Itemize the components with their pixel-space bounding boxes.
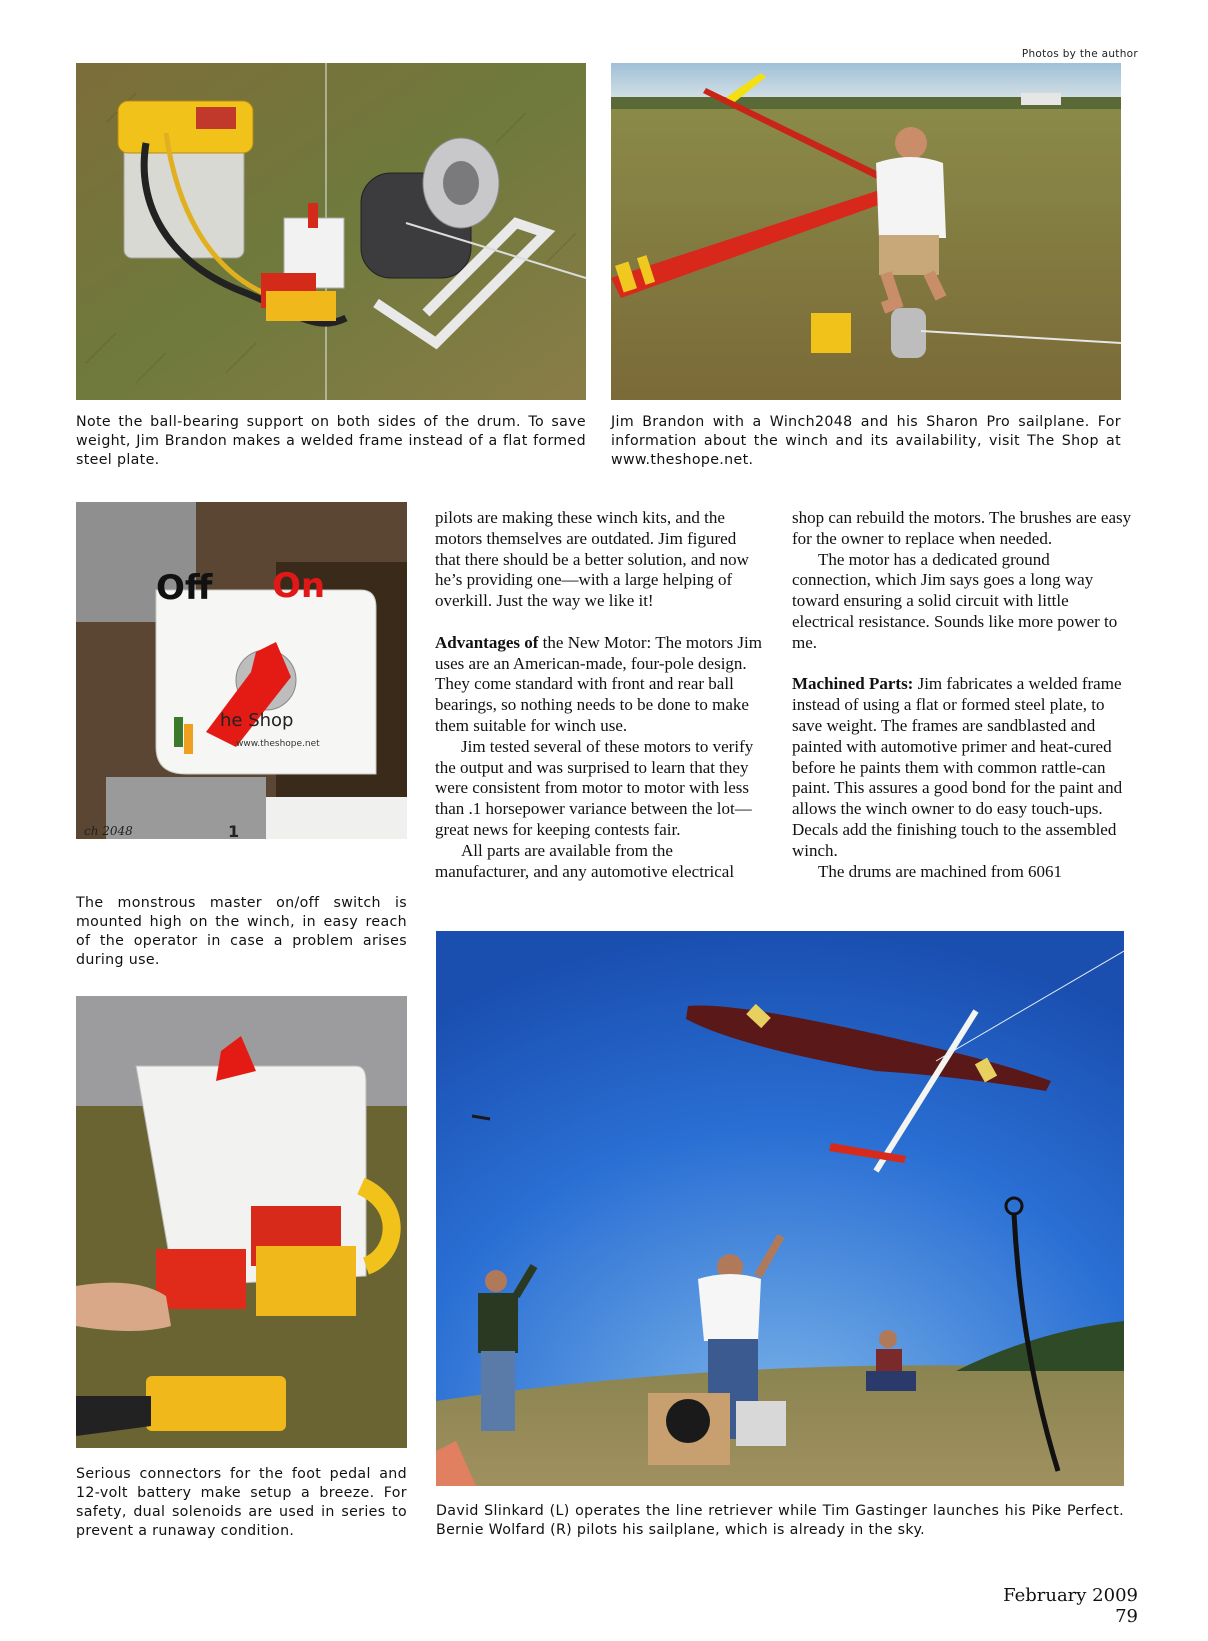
switch-on-label: On <box>272 566 326 606</box>
col2-para-4: The drums are machined from 6061 <box>818 861 1063 881</box>
caption-connectors: Serious connectors for the foot pedal and 12-volt battery make setup a breeze. For safety, dual solenoids are used in series to prevent a runaway condition. <box>76 1466 407 1539</box>
shop-url-text: www.theshope.net <box>236 739 320 749</box>
col2-subhead-machined: Machined Parts: <box>792 674 914 694</box>
caption-winch-frame: Note the ball-bearing support on both sides of the drum. To save weight, Jim Brandon makes a welded frame instead of a flat formed steel plate. <box>76 414 586 468</box>
article-column-1 <box>435 508 765 882</box>
svg-text:ch 2048: ch 2048 <box>84 824 133 838</box>
svg-text:1: 1 <box>228 822 240 839</box>
switch-off-label: Off <box>156 568 213 608</box>
caption-master-switch: The monstrous master on/off switch is mounted high on the winch, in easy reach of the operator in case a problem arises during use. <box>76 895 407 968</box>
col1-subhead-advantages: Advantages of <box>435 632 539 652</box>
photo-master-switch <box>76 502 407 839</box>
col2-para-3: Machined Parts: Jim fabricates a welded frame instead of using a flat or formed steel plate, to save weight. The frames are sandblasted and painted with automotive primer and heat-cured before he paints them with common rattle-can paint. This assures a good bond for the paint and allows the winch owner to do easy touch-ups. Decals add the finishing touch to the assembled winch. <box>792 674 1123 860</box>
photo-jim-brandon-sailplane <box>611 63 1121 400</box>
col2-para-1: shop can rebuild the motors. The brushes are easy for the owner to replace when needed. <box>792 508 1132 548</box>
col1-para-4: All parts are available from the manufacturer, and any automotive electrical <box>435 840 735 881</box>
photo-connectors <box>76 996 407 1448</box>
caption-launch: David Slinkard (L) operates the line retriever while Tim Gastinger launches his Pike Perfect. Bernie Wolfard (R) pilots his sailplane, which is already in the sky. <box>436 1503 1124 1538</box>
photo-launch-scene <box>436 931 1124 1486</box>
col1-para-2: Advantages of the New Motor: The motors Jim uses are an American-made, four-pole design. They come standard with front and rear ball bearings, so nothing needs to be done to make them suitable for winch use. <box>435 632 762 735</box>
col1-para-3: Jim tested several of these motors to verify the output and was surprised to learn that they were consistent from motor to motor with less than .1 horsepower variance between the lot—great news for keeping contests fair. <box>435 736 754 839</box>
page-folio: February 2009 79 <box>1003 1585 1138 1627</box>
col2-para-2: The motor has a dedicated ground connection, which Jim says goes a long way toward ensuring a solid circuit with little electrical resistance. Sounds like more power to me. <box>792 549 1118 652</box>
shop-logo-text: he Shop <box>220 710 294 731</box>
caption-jim-brandon: Jim Brandon with a Winch2048 and his Sharon Pro sailplane. For information about the winch and its availability, visit The Shop at www.theshope.net. <box>611 414 1121 468</box>
photo-winch-frame <box>76 63 586 400</box>
col1-para-1: pilots are making these winch kits, and the motors themselves are outdated. Jim figured that there should be a better solution, and now he’s providing one—with a large helping of overkill. Just the way we like it! <box>435 508 749 611</box>
article-column-2 <box>792 508 1132 882</box>
photo-credit: Photos by the author <box>1021 48 1138 60</box>
